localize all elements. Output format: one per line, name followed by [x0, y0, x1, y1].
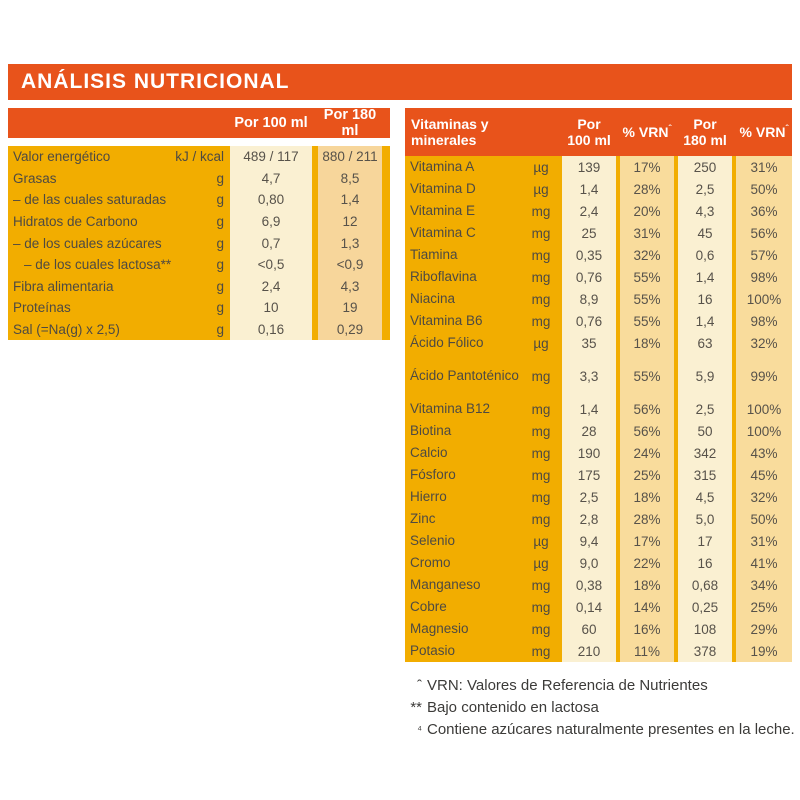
vrn-per-100ml: 11% [620, 640, 674, 662]
vrn-per-180ml: 31% [736, 530, 792, 552]
vitamins-header-vrn-180: % $VRN^ˆ$ [739, 123, 789, 140]
value-per-100ml: 8,9 [562, 288, 616, 310]
value-per-100ml: 10 [230, 297, 312, 319]
vitamin-label: Hierro [410, 489, 447, 505]
value-per-100ml: 9,0 [562, 552, 616, 574]
vitamin-label: Ácido Fólico [410, 335, 484, 351]
vitamin-unit: µg [533, 335, 549, 351]
value-per-100ml: 4,7 [230, 168, 312, 190]
vitamin-row [405, 222, 792, 244]
vitamin-label: Vitamina D [410, 181, 476, 197]
vitamin-unit: mg [531, 467, 551, 483]
nutrient-label: – de los cuales azúcares [13, 235, 162, 251]
vitamin-unit: mg [531, 511, 551, 527]
vitamin-unit: mg [531, 577, 551, 593]
value-per-100ml: 1,4 [562, 398, 616, 420]
nutrient-label: – de los cuales lactosa** [24, 257, 172, 273]
vrn-per-100ml: 25% [620, 464, 674, 486]
vrn-per-180ml: 99% [736, 354, 792, 398]
vrn-per-100ml: 55% [620, 288, 674, 310]
vrn-footnote-mark: ˆ [785, 123, 789, 134]
footnote-text: Contiene azúcares naturalmente presentes en la leche. [427, 721, 795, 738]
footnote-text: VRN: Valores de Referencia de Nutrientes [427, 677, 708, 694]
macronutrients-table [8, 108, 390, 340]
value-per-180ml: 50 [678, 420, 732, 442]
value-per-180ml: 19 [318, 297, 382, 319]
value-per-100ml: 0,76 [562, 310, 616, 332]
vitamin-label: Tiamina [410, 247, 458, 263]
vitamins-header-title: Vitaminas y minerales [411, 115, 489, 148]
vitamin-row [405, 640, 792, 662]
vrn-per-100ml: 14% [620, 596, 674, 618]
vitamins-minerals-table [405, 108, 792, 662]
vitamin-row [405, 178, 792, 200]
vitamin-label: Fósforo [410, 467, 456, 483]
macro-row [8, 254, 390, 276]
value-per-180ml: 1,4 [318, 189, 382, 211]
vrn-per-100ml: 28% [620, 508, 674, 530]
vrn-per-100ml: 17% [620, 530, 674, 552]
value-per-180ml: 880 / 211 [318, 146, 382, 168]
value-per-100ml: 0,7 [230, 232, 312, 254]
value-per-100ml: 1,4 [562, 178, 616, 200]
vitamin-label: Cobre [410, 599, 447, 615]
vitamin-row [405, 420, 792, 442]
vitamin-row [405, 596, 792, 618]
value-per-180ml: 342 [678, 442, 732, 464]
value-per-180ml: 1,3 [318, 232, 382, 254]
vitamin-row [405, 200, 792, 222]
vitamin-unit: µg [533, 159, 549, 175]
value-per-180ml: 378 [678, 640, 732, 662]
vitamin-unit: µg [533, 555, 549, 571]
vrn-per-180ml: 32% [736, 332, 792, 354]
vitamin-unit: mg [531, 313, 551, 329]
vitamin-row [405, 332, 792, 354]
vitamin-unit: mg [531, 445, 551, 461]
value-per-180ml: 0,68 [678, 574, 732, 596]
value-per-180ml: 2,5 [678, 178, 732, 200]
vitamin-unit: mg [531, 643, 551, 659]
vitamin-row [405, 442, 792, 464]
vrn-per-100ml: 32% [620, 244, 674, 266]
value-per-180ml: 12 [318, 211, 382, 233]
vitamin-row [405, 530, 792, 552]
value-per-100ml: 35 [562, 332, 616, 354]
nutrient-label: Proteínas [13, 300, 71, 316]
nutrient-label: Grasas [13, 170, 57, 186]
nutrient-unit: g [216, 321, 224, 337]
macronutrients-table-body [8, 146, 390, 340]
vrn-per-180ml: 98% [736, 266, 792, 288]
vrn-per-180ml: 50% [736, 508, 792, 530]
vitamin-label: Riboflavina [410, 269, 477, 285]
vitamin-label: Magnesio [410, 621, 469, 637]
macronutrients-table-header [8, 108, 390, 138]
value-per-100ml: 0,16 [230, 319, 312, 341]
vrn-per-180ml: 32% [736, 486, 792, 508]
vitamin-row [405, 266, 792, 288]
vrn-per-180ml: 31% [736, 156, 792, 178]
footnote-line [396, 697, 796, 719]
page-title: ANÁLISIS NUTRICIONAL [21, 70, 290, 93]
vitamin-label: Manganeso [410, 577, 481, 593]
value-per-180ml: 0,6 [678, 244, 732, 266]
macro-row [8, 232, 390, 254]
vitamin-row [405, 288, 792, 310]
vitamin-unit: µg [533, 533, 549, 549]
vrn-per-100ml: 56% [620, 398, 674, 420]
vitamin-row [405, 508, 792, 530]
vitamin-unit: mg [531, 225, 551, 241]
macro-row [8, 211, 390, 233]
value-per-180ml: 4,3 [678, 200, 732, 222]
vitamin-unit: mg [531, 423, 551, 439]
value-per-100ml: 0,14 [562, 596, 616, 618]
vrn-per-180ml: 41% [736, 552, 792, 574]
nutrient-label: Valor energético [13, 149, 111, 165]
vrn-per-180ml: 19% [736, 640, 792, 662]
value-per-100ml: 28 [562, 420, 616, 442]
vitamin-row [405, 618, 792, 640]
value-per-100ml: 2,8 [562, 508, 616, 530]
value-per-180ml: 4,3 [318, 275, 382, 297]
vrn-per-100ml: 55% [620, 354, 674, 398]
vrn-per-100ml: 18% [620, 486, 674, 508]
value-per-180ml: 250 [678, 156, 732, 178]
value-per-100ml: 3,3 [562, 354, 616, 398]
vrn-per-100ml: 24% [620, 442, 674, 464]
value-per-100ml: 0,38 [562, 574, 616, 596]
value-per-180ml: 1,4 [678, 266, 732, 288]
value-per-180ml: 8,5 [318, 168, 382, 190]
value-per-180ml: 16 [678, 288, 732, 310]
vitamin-row [405, 244, 792, 266]
vitamin-row [405, 574, 792, 596]
footnote-line [396, 719, 796, 744]
vitamin-row [405, 552, 792, 574]
nutrient-unit: g [216, 235, 224, 251]
value-per-180ml: 5,0 [678, 508, 732, 530]
vitamin-label: Vitamina C [410, 225, 476, 241]
vitamin-label: Vitamina B12 [410, 401, 491, 417]
nutrient-unit: g [216, 257, 224, 273]
macro-row [8, 297, 390, 319]
macro-row [8, 189, 390, 211]
macro-row [8, 319, 390, 341]
nutrient-label: Fibra alimentaria [13, 278, 114, 294]
vitamins-header-per-100ml: Por 100 ml [567, 115, 611, 148]
vitamin-label: Selenio [410, 533, 456, 549]
macro-header-per-180ml: Por 180 ml [323, 107, 377, 139]
value-per-100ml: 2,4 [230, 275, 312, 297]
value-per-100ml: 9,4 [562, 530, 616, 552]
macro-row [8, 168, 390, 190]
value-per-180ml: 108 [678, 618, 732, 640]
vitamin-label: Vitamina E [410, 203, 476, 219]
vrn-per-180ml: 43% [736, 442, 792, 464]
nutrient-label: – de las cuales saturadas [13, 192, 167, 208]
vrn-per-180ml: 100% [736, 420, 792, 442]
footnote-marker: ** [410, 699, 422, 716]
value-per-180ml: 16 [678, 552, 732, 574]
vitamin-label: Biotina [410, 423, 452, 439]
value-per-180ml: 315 [678, 464, 732, 486]
value-per-100ml: 0,35 [562, 244, 616, 266]
nutrient-unit: g [216, 300, 224, 316]
vrn-per-180ml: 50% [736, 178, 792, 200]
nutrient-label: Sal (=Na(g) x 2,5) [13, 321, 120, 337]
vrn-per-100ml: 18% [620, 332, 674, 354]
footnote-line [396, 675, 796, 697]
footnote-text: Bajo contenido en lactosa [427, 699, 599, 716]
value-per-100ml: 210 [562, 640, 616, 662]
vitamin-unit: mg [531, 291, 551, 307]
value-per-100ml: 60 [562, 618, 616, 640]
vitamin-label: Potasio [410, 643, 456, 659]
vitamin-unit: mg [531, 599, 551, 615]
value-per-180ml: <0,9 [318, 254, 382, 276]
macro-row [8, 146, 390, 168]
footnotes [396, 675, 796, 744]
value-per-180ml: 63 [678, 332, 732, 354]
vrn-per-180ml: 57% [736, 244, 792, 266]
vitamin-unit: mg [531, 368, 551, 384]
nutrient-unit: kJ / kcal [175, 149, 224, 165]
vitamin-unit: mg [531, 489, 551, 505]
macro-row [8, 275, 390, 297]
value-per-100ml: 2,5 [562, 486, 616, 508]
value-per-180ml: 17 [678, 530, 732, 552]
vitamin-label: Zinc [410, 511, 436, 527]
value-per-180ml: 2,5 [678, 398, 732, 420]
vitamin-label: Vitamina B6 [410, 313, 483, 329]
value-per-100ml: 0,76 [562, 266, 616, 288]
footnote-marker: ˆ [417, 677, 422, 694]
nutrient-unit: g [216, 170, 224, 186]
vrn-per-180ml: 98% [736, 310, 792, 332]
vrn-per-180ml: 29% [736, 618, 792, 640]
vitamin-row [405, 310, 792, 332]
section-title-bar [8, 64, 792, 100]
value-per-100ml: 25 [562, 222, 616, 244]
vitamin-label: Niacina [410, 291, 456, 307]
vitamin-row [405, 156, 792, 178]
value-per-100ml: 489 / 117 [230, 146, 312, 168]
value-per-100ml: 6,9 [230, 211, 312, 233]
vrn-per-180ml: 34% [736, 574, 792, 596]
vitamin-row [405, 464, 792, 486]
vrn-per-100ml: 31% [620, 222, 674, 244]
vrn-per-100ml: 20% [620, 200, 674, 222]
vrn-per-180ml: 100% [736, 288, 792, 310]
vrn-per-180ml: 45% [736, 464, 792, 486]
value-per-180ml: 45 [678, 222, 732, 244]
vitamins-header-vrn-100: % $VRN^ˆ$ [622, 123, 672, 140]
vrn-per-180ml: 25% [736, 596, 792, 618]
value-per-100ml: <0,5 [230, 254, 312, 276]
vitamin-label: Calcio [410, 445, 448, 461]
nutrient-unit: g [216, 192, 224, 208]
value-per-100ml: 0,80 [230, 189, 312, 211]
value-per-180ml: 5,9 [678, 354, 732, 398]
nutrient-unit: g [216, 213, 224, 229]
value-per-100ml: 175 [562, 464, 616, 486]
vitamin-unit: mg [531, 401, 551, 417]
value-per-180ml: 4,5 [678, 486, 732, 508]
vrn-footnote-mark: ˆ [668, 123, 672, 134]
vrn-per-100ml: 16% [620, 618, 674, 640]
vitamin-row [405, 398, 792, 420]
macro-header-per-100ml: Por 100 ml [234, 115, 308, 131]
footnote-marker: ⁴ [417, 724, 422, 736]
nutrient-unit: g [216, 278, 224, 294]
value-per-100ml: 2,4 [562, 200, 616, 222]
value-per-180ml: 0,25 [678, 596, 732, 618]
vitamin-label: Cromo [410, 555, 451, 571]
vitamin-row [405, 486, 792, 508]
value-per-100ml: 190 [562, 442, 616, 464]
vitamin-row [405, 354, 792, 398]
vitamin-unit: mg [531, 269, 551, 285]
vrn-per-180ml: 36% [736, 200, 792, 222]
vitamin-label: Vitamina A [410, 159, 475, 175]
value-per-100ml: 139 [562, 156, 616, 178]
vrn-per-100ml: 55% [620, 310, 674, 332]
vitamin-unit: mg [531, 247, 551, 263]
vitamin-unit: µg [533, 181, 549, 197]
vitamin-label: Ácido Pantoténico [410, 368, 519, 384]
value-per-180ml: 0,29 [318, 319, 382, 341]
nutrient-label: Hidratos de Carbono [13, 213, 138, 229]
vitamin-unit: mg [531, 203, 551, 219]
vitamins-header-per-180ml: Por 180 ml [683, 115, 727, 148]
vrn-per-100ml: 56% [620, 420, 674, 442]
vrn-per-100ml: 22% [620, 552, 674, 574]
vrn-per-100ml: 28% [620, 178, 674, 200]
vitamin-unit: mg [531, 621, 551, 637]
vrn-per-180ml: 100% [736, 398, 792, 420]
vitamins-table-body [405, 156, 792, 662]
vrn-per-180ml: 56% [736, 222, 792, 244]
vrn-per-100ml: 18% [620, 574, 674, 596]
vrn-per-100ml: 17% [620, 156, 674, 178]
vrn-per-100ml: 55% [620, 266, 674, 288]
vitamins-table-header [405, 108, 792, 156]
value-per-180ml: 1,4 [678, 310, 732, 332]
